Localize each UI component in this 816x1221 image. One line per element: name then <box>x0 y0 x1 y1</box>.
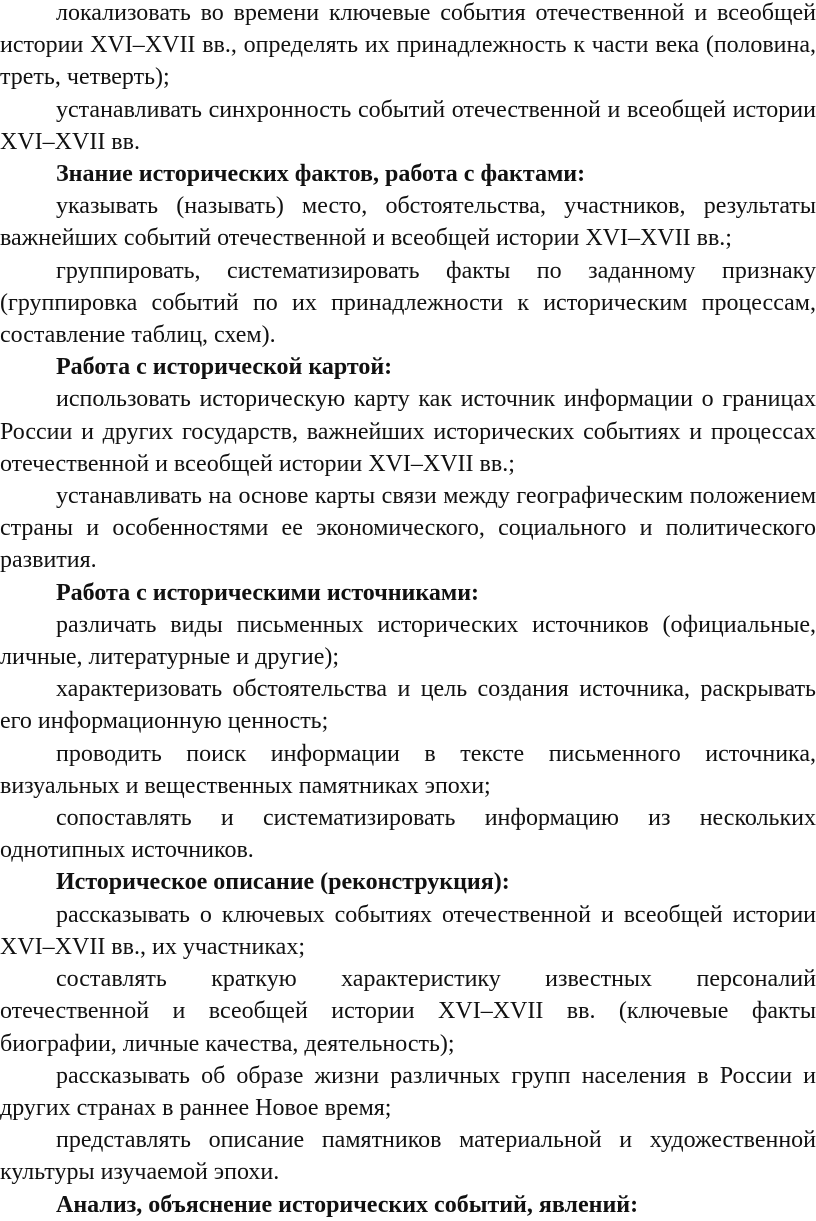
paragraph: рассказывать о ключевых событиях отечественной и всеобщей истории XVI–XVII вв., их участниках; <box>0 901 816 960</box>
paragraph: устанавливать синхронность событий отечественной и всеобщей истории XVI–XVII вв. <box>0 96 816 155</box>
paragraph: локализовать во времени ключевые события отечественной и всеобщей истории XVI–XVII вв., определять их принадлежность к части века (половина, треть, четверть); <box>0 0 816 91</box>
paragraph: представлять описание памятников материальной и художественной культуры изучаемой эпохи. <box>0 1127 816 1186</box>
paragraph: сопоставлять и систематизировать информацию из нескольких однотипных источников. <box>0 805 816 864</box>
paragraph: различать виды письменных исторических источников (официальные, личные, литературные и другие); <box>0 611 816 671</box>
section-heading: Работа с исторической картой: <box>56 354 393 381</box>
section-heading: Историческое описание (реконструкция): <box>56 869 510 896</box>
paragraph: использовать историческую карту как источник информации о границах России и других государств, важнейших исторических событиях и процессах отечественной и всеобщей истории XVI–XVII вв.; <box>0 386 816 477</box>
paragraph: указывать (называть) место, обстоятельства, участников, результаты важнейших событий отечественной и всеобщей истории XVI–XVII вв.; <box>0 193 816 252</box>
paragraph: группировать, систематизировать факты по заданному признаку (группировка событий по их принадлежности к историческим процессам, составление таблиц, схем). <box>0 257 816 349</box>
section-heading: Работа с историческими источниками: <box>56 579 480 606</box>
paragraph: составлять краткую характеристику известных персоналий отечественной и всеобщей истории XVI–XVII вв. (ключевые факты биографии, личные качества, деятельность); <box>0 966 816 1057</box>
paragraph: устанавливать на основе карты связи между географическим положением страны и особенностями ее экономического, социального и политического развития. <box>0 483 816 574</box>
paragraph: рассказывать об образе жизни различных групп населения в России и других странах в раннее Новое время; <box>0 1062 816 1121</box>
paragraph: проводить поиск информации в тексте письменного источника, визуальных и вещественных памятниках эпохи; <box>0 740 816 799</box>
paragraph: характеризовать обстоятельства и цель создания источника, раскрывать его информационную ценность; <box>0 676 816 735</box>
section-heading: Анализ, объяснение исторических событий, явлений: <box>56 1191 639 1218</box>
section-heading: Знание исторических фактов, работа с фактами: <box>56 161 586 188</box>
